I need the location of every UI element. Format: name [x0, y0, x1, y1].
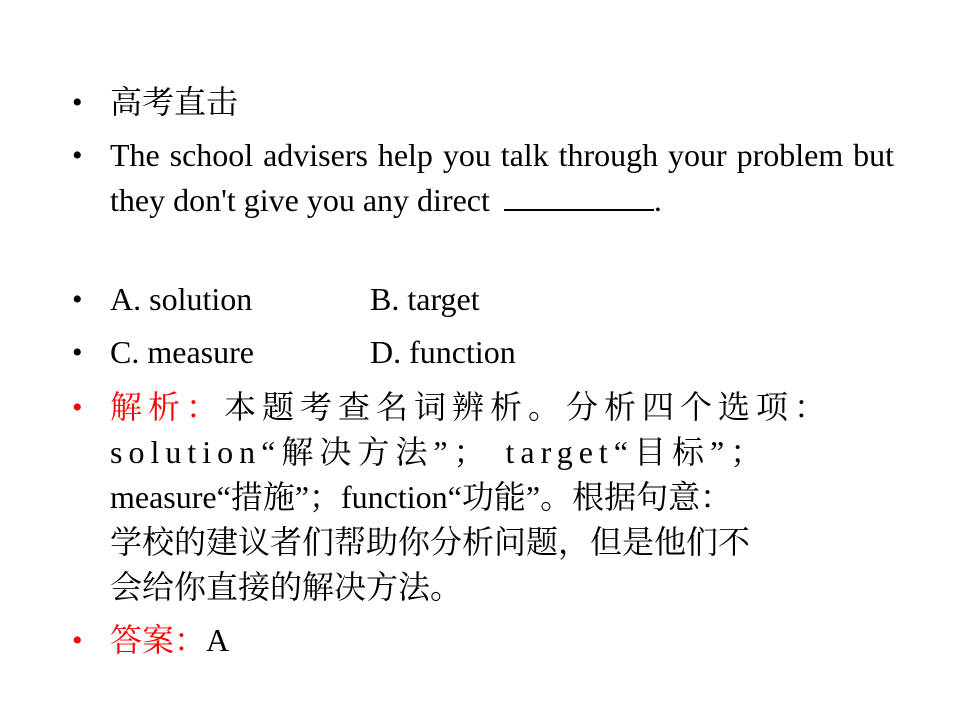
- answer-value: A: [206, 622, 230, 658]
- answer-body: [110, 618, 894, 663]
- question-text: [110, 133, 894, 223]
- analysis-label: 解析：: [110, 389, 225, 425]
- analysis-line-3: measure“措施”；function“功能”。根据句意：: [110, 479, 733, 515]
- heading-text: 高考直击: [110, 84, 239, 120]
- question-end: .: [653, 182, 662, 218]
- bullet: •: [72, 139, 83, 172]
- analysis-body: [110, 385, 894, 610]
- analysis-line-1: 解析：本题考查名词辨析。分析四个选项：: [110, 389, 833, 425]
- option-d: D. function: [370, 334, 516, 370]
- bullet: •: [72, 391, 83, 424]
- question-item: [72, 133, 922, 223]
- heading-item: [72, 80, 922, 125]
- option-c: C. measure: [110, 334, 254, 370]
- options-row-2: [72, 330, 922, 375]
- analysis-item: [72, 385, 922, 610]
- answer-blank: [504, 179, 654, 211]
- option-b: B. target: [370, 281, 480, 317]
- options-row-1: [72, 277, 922, 322]
- bullet: •: [72, 86, 83, 119]
- answer-label: 答案：: [110, 622, 207, 658]
- analysis-line-5: 会给你直接的解决方法。: [110, 569, 463, 605]
- question-stem: The school advisers help you talk through your problem but they don't give you any direct: [110, 137, 894, 218]
- options-row-1-body: [110, 277, 894, 322]
- bullet: •: [72, 336, 83, 369]
- bullet: •: [72, 283, 83, 316]
- answer-item: [72, 618, 922, 663]
- analysis-line-4: 学校的建议者们帮助你分析问题，但是他们不: [110, 524, 751, 560]
- options-row-2-body: [110, 330, 894, 375]
- bullet: •: [72, 624, 83, 657]
- analysis-line-2: solution“解决方法”； target“目标”；: [110, 434, 769, 470]
- option-a: A. solution: [110, 281, 253, 317]
